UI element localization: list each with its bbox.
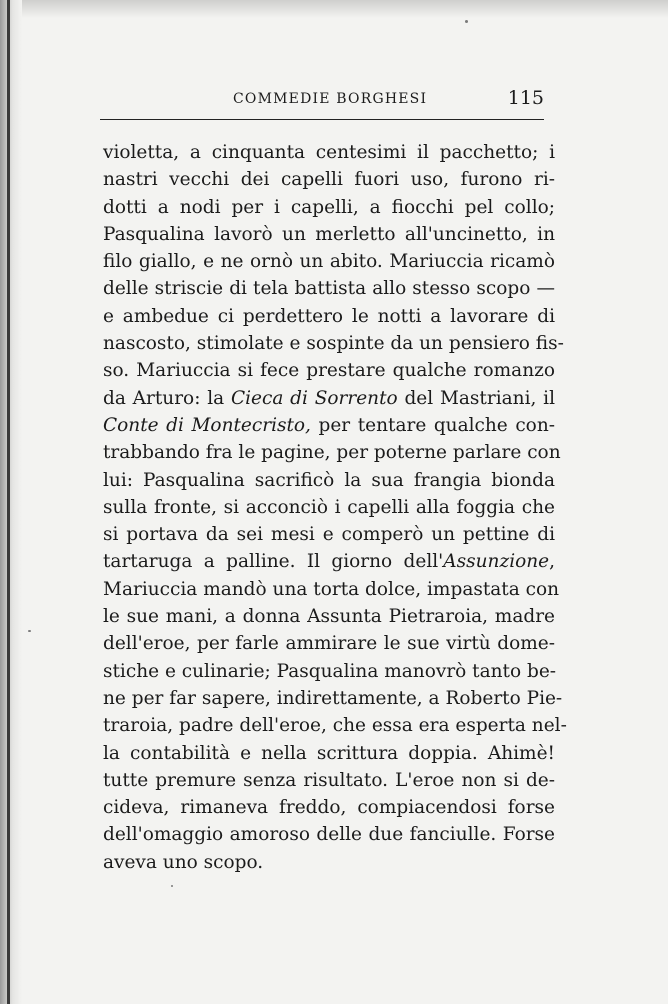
text-segment: nascosto, stimolate e sospinte da un pensiero fis- [103, 333, 564, 355]
text-segment: filo giallo, e ne ornò un abito. Mariuccia ricamò [103, 251, 555, 273]
text-line [103, 548, 555, 575]
text-segment: le sue mani, a donna Assunta Pietraroia, madre [103, 606, 555, 628]
binding-gutter-shadow [0, 0, 22, 1004]
text-segment: per tentare qualche con- [310, 414, 555, 436]
page-header [100, 85, 556, 115]
text-line [103, 221, 555, 248]
text-segment: aveva uno scopo. [103, 851, 264, 873]
text-line [103, 794, 555, 821]
text-line [103, 740, 555, 767]
text-line [103, 385, 555, 412]
text-line [103, 849, 555, 876]
italic-title: Conte di Montecristo, [103, 414, 311, 436]
paper-speck [465, 20, 468, 23]
text-line [103, 767, 555, 794]
text-segment: trabbando fra le pagine, per poterne parlare con [103, 442, 561, 464]
text-segment: tutte premure senza risultato. L'eroe non si de- [103, 769, 555, 791]
text-line [103, 303, 555, 330]
text-line [103, 521, 555, 548]
italic-title: Cieca di Sorrento [230, 387, 398, 409]
text-segment: so. Mariuccia si fece prestare qualche romanzo [103, 360, 555, 382]
text-segment: e ambedue ci perdettero le notti a lavorare di [103, 305, 555, 327]
text-segment: Pasqualina lavorò un merletto all'uncinetto, in [103, 223, 555, 245]
text-segment: violetta, a cinquanta centesimi il pacchetto; i [103, 142, 555, 163]
text-line [103, 603, 555, 630]
text-line [103, 139, 555, 166]
text-line [103, 439, 561, 466]
text-line [103, 330, 564, 357]
text-line [103, 412, 555, 439]
text-line [103, 194, 555, 221]
text-line [103, 357, 555, 384]
text-segment: si portava da sei mesi e comperò un pettine di [103, 524, 555, 546]
italic-title: Assunzione [443, 551, 550, 573]
text-segment: da Arturo: la [103, 387, 231, 409]
text-line [103, 494, 555, 521]
text-segment: cideva, rimaneva freddo, compiacendosi forse [103, 797, 555, 819]
text-segment: traroia, padre dell'eroe, che essa era esperta nel- [103, 715, 567, 737]
text-line [103, 166, 555, 193]
binding-edge-line [7, 0, 10, 1004]
running-title: COMMEDIE BORGHESI [233, 91, 428, 107]
text-segment: stiche e culinarie; Pasqualina manovrò tanto be- [103, 660, 557, 682]
text-line [103, 821, 555, 848]
text-line [103, 248, 555, 275]
text-line [103, 467, 555, 494]
page-number: 115 [507, 87, 544, 109]
paper-speck [28, 630, 31, 632]
body-text [103, 139, 567, 876]
text-line [103, 685, 563, 712]
text-segment: dell'omaggio amoroso delle due fanciulle. Forse [103, 824, 555, 846]
text-segment: la contabilità e nella scrittura doppia. Ahimè! [103, 742, 555, 764]
text-segment: , [549, 551, 555, 573]
text-line [103, 275, 555, 302]
text-segment: lui: Pasqualina sacrificò la sua frangia bionda [103, 469, 555, 491]
text-segment: ne per far sapere, indirettamente, a Roberto Pie- [103, 687, 563, 709]
text-segment: tartaruga a palline. Il giorno dell' [103, 551, 444, 573]
text-line [103, 712, 567, 739]
text-segment: dotti a nodi per i capelli, a fiocchi pel collo; [103, 196, 555, 218]
text-segment: sulla fronte, si acconciò i capelli alla foggia che [103, 496, 555, 518]
text-segment: delle striscie di tela battista allo stesso scopo — [103, 278, 555, 300]
text-line [103, 630, 555, 657]
text-segment: Mariuccia mandò una torta dolce, impastata con [103, 578, 560, 600]
paper-speck [171, 885, 173, 887]
header-rule [100, 119, 544, 120]
text-segment: dell'eroe, per farle ammirare le sue virtù dome- [103, 633, 555, 655]
text-line [103, 576, 560, 603]
page-top-shade [0, 0, 668, 18]
text-line [103, 658, 555, 685]
text-segment: nastri vecchi dei capelli fuori uso, furono ri- [103, 169, 555, 191]
text-segment: del Mastriani, il [397, 387, 555, 409]
